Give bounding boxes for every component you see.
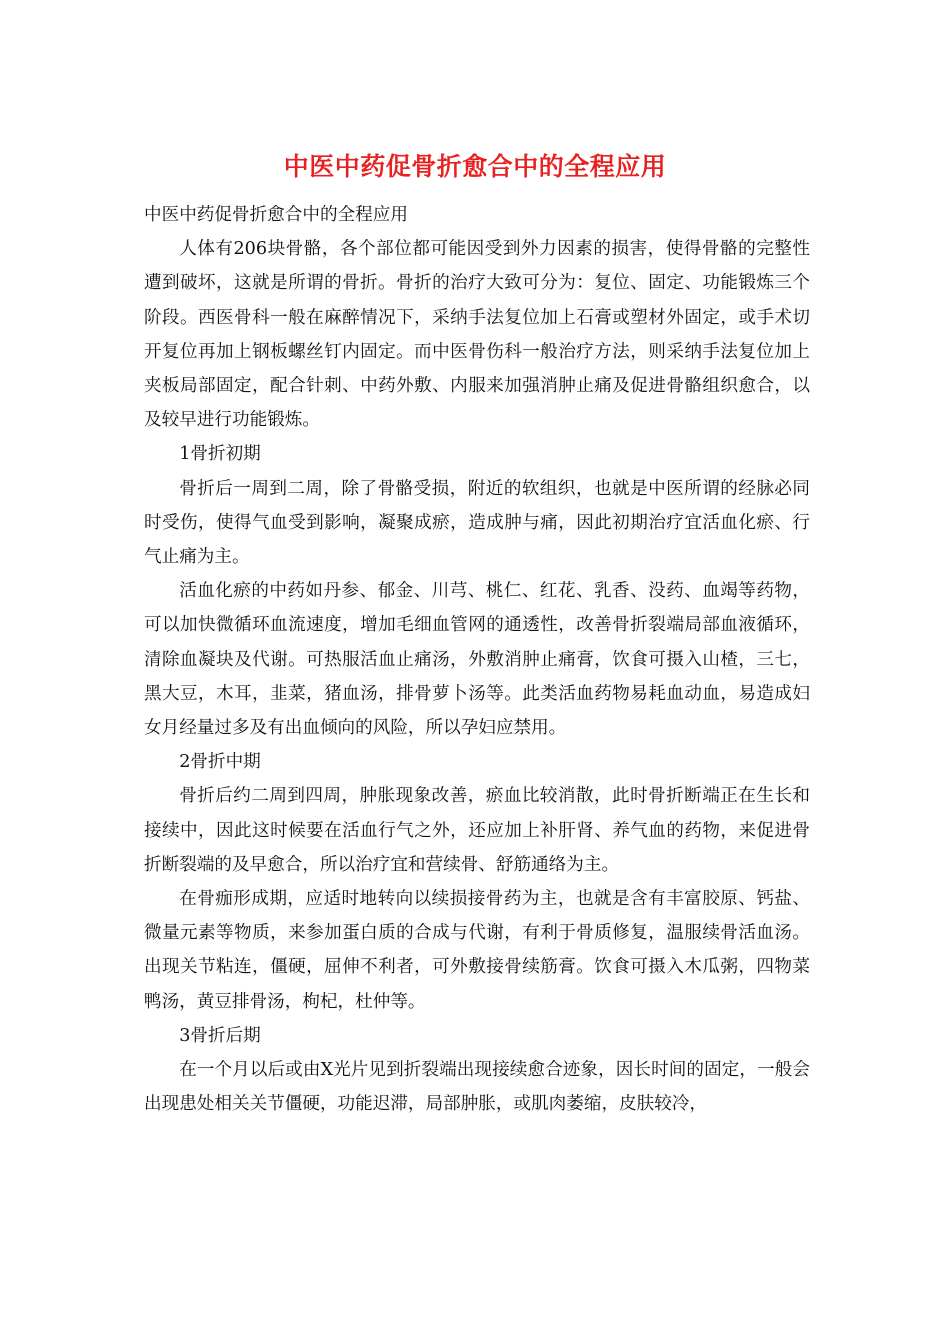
section-heading-late: 3骨折后期 bbox=[179, 1025, 261, 1046]
document-subtitle: 中医中药促骨折愈合中的全程应用 bbox=[144, 205, 408, 225]
paragraph-middle-1: 骨折后约二周到四周，肿胀现象改善，瘀血比较消散，此时骨折断端正在生长和接续中，因此这时候要在活血行气之外，还应加上补肝肾、养气血的药物，来促进骨折断裂端的及早愈合，所以治疗宜和营续骨、舒筋通络为主。 bbox=[144, 786, 810, 875]
paragraph-early-1: 骨折后一周到二周，除了骨骼受损，附近的软组织，也就是中医所谓的经脉必同时受伤，使得气血受到影响，凝聚成瘀，造成肿与痛，因此初期治疗宜活血化瘀、行气止痛为主。 bbox=[144, 478, 810, 568]
document-title: 中医中药促骨折愈合中的全程应用 bbox=[283, 152, 667, 181]
paragraph-early-2: 活血化瘀的中药如丹参、郁金、川芎、桃仁、红花、乳香、没药、血竭等药物，可以加快微循环血流速度，增加毛细血管网的通透性，改善骨折裂端局部血液循环，清除血凝块及代谢。可热服活血止痛汤，外敷消肿止痛膏，饮食可摄入山楂，三七，黑大豆，木耳，韭菜，猪血汤，排骨萝卜汤等。此类活血药物易耗血动血，易造成妇女月经量过多及有出血倾向的风险，所以孕妇应禁用。 bbox=[144, 581, 810, 739]
section-heading-middle: 2骨折中期 bbox=[179, 752, 261, 773]
section-heading-early: 1骨折初期 bbox=[179, 444, 261, 465]
document-body bbox=[144, 198, 810, 1121]
paragraph-late-1: 在一个月以后或由X光片见到折裂端出现接续愈合迹象，因长时间的固定，一般会出现患处相关关节僵硬，功能迟滞，局部肿胀，或肌肉萎缩，皮肤较冷， bbox=[144, 1060, 810, 1115]
paragraph-intro: 人体有206块骨骼，各个部位都可能因受到外力因素的损害，使得骨骼的完整性遭到破坏，这就是所谓的骨折。骨折的治疗大致可分为：复位、固定、功能锻炼三个阶段。西医骨科一般在麻醉情况下，采纳手法复位加上石膏或塑材外固定，或手术切开复位再加上钢板螺丝钉内固定。而中医骨伤科一般治疗方法，则采纳手法复位加上夹板局部固定，配合针刺、中药外敷、内服来加强消肿止痛及促进骨骼组织愈合，以及较早进行功能锻炼。 bbox=[144, 239, 810, 431]
paragraph-middle-2: 在骨痂形成期，应适时地转向以续损接骨药为主，也就是含有丰富胶原、钙盐、微量元素等物质，来参加蛋白质的合成与代谢，有利于骨质修复，温服续骨活血汤。出现关节粘连，僵硬，屈伸不利者，可外敷接骨续筋膏。饮食可摄入木瓜粥，四物菜鸭汤，黄豆排骨汤，枸杞，杜仲等。 bbox=[144, 889, 810, 1012]
